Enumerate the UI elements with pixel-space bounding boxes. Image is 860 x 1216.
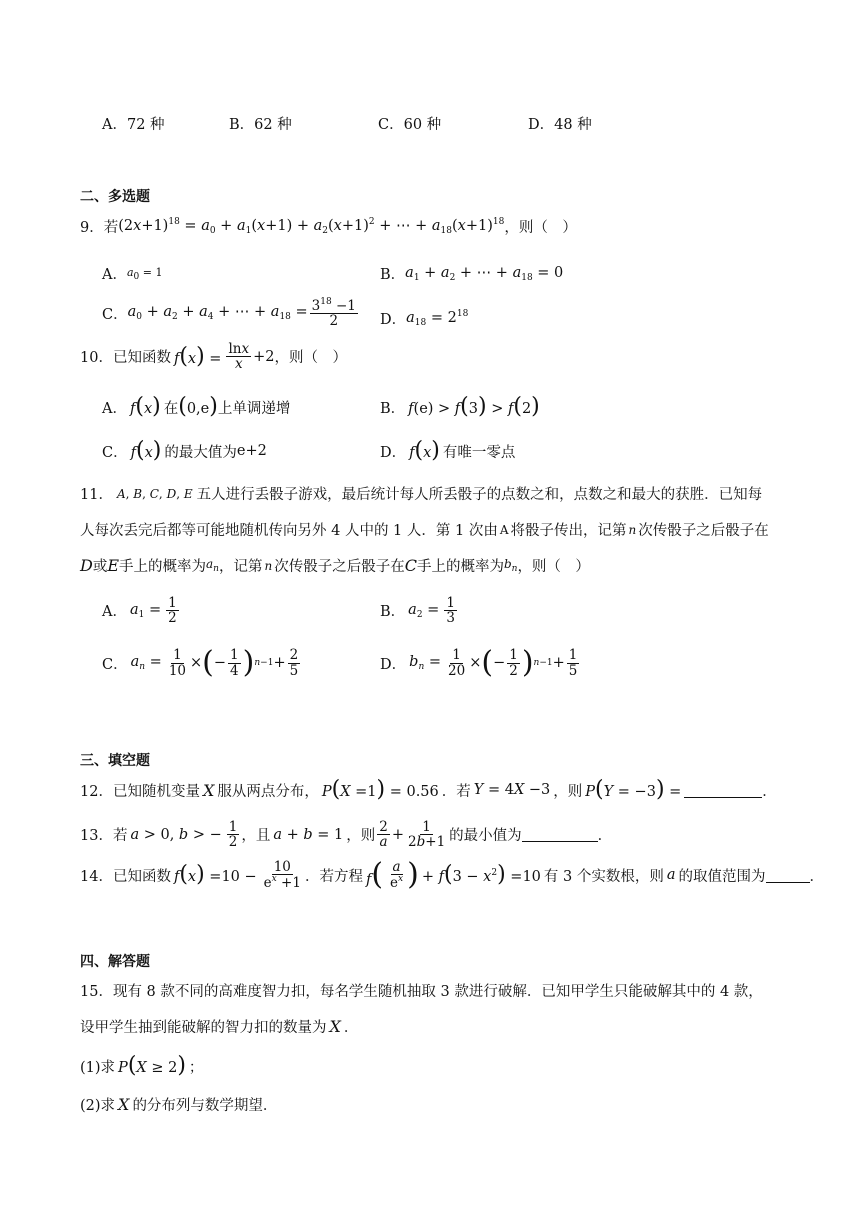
answer-blank-14[interactable] xyxy=(766,868,810,883)
question-11-line-2: 人每次丢完后都等可能地随机传向另外 4 人中的 1 人．第 1 次由 A 将骰子传出，记第 n 次传骰子之后骰子在 xyxy=(80,522,769,539)
q9-option-c: C． $a_0 + a_2 + a_4$ + ⋯ + $a_{18}$ = $\frac{3^{18} -1}{2}$ xyxy=(102,297,356,330)
question-11-line-1: 11． A, B, C, D, E 五人进行丢骰子游戏，最后统计每人所丢骰子的点数之和，点数之和最大的获胜．已知每 xyxy=(80,486,763,503)
q8-option-a: A．72 种 xyxy=(102,117,165,133)
question-15-line-2: 设甲学生抽到能破解的智力扣的数量为 X ． xyxy=(80,1017,359,1036)
question-15-part-2: (2)求 X 的分布列与数学期望． xyxy=(80,1095,278,1114)
question-12: 12． 已知随机变量 X 服从两点分布， P(X =1) = 0.56 ．若 Y = 4X −3 ，则 P(Y = −3) = ． xyxy=(80,777,777,802)
answer-blank-12[interactable] xyxy=(684,783,762,798)
question-15-part-1: (1)求 P(X ≥ 2) ； xyxy=(80,1053,204,1078)
q9-option-a: A． $a_0 = 1$ xyxy=(102,265,163,283)
q9-option-b: B． $a_1 + a_2$ + ⋯ + $a_{18} = 0$ xyxy=(380,264,564,283)
q11-option-d: D． $b_n$ = $\frac{1}{20}$ × ( − $\frac{1}{2}$ ) n−1 + $\frac{1}{5}$ xyxy=(380,645,578,680)
q8-option-d: D．48 种 xyxy=(528,117,592,133)
section-title-solve: 四、解答题 xyxy=(80,954,150,970)
question-14: 14． 已知函数 f(x) =10 − $\frac{10}{e^x +1}$ ．若方程 f( $\frac{a}{e^x}$ ) + $f(3 - x^2) =10$ 有 3 个实数根，则 a 的取值范围为 ． xyxy=(80,857,825,893)
question-10: 10． 已知函数 f(x) = $\frac{\ln x}{x}$ +2 ，则（ ） xyxy=(80,341,347,373)
question-15-line-1: 15．现有 8 款不同的高难度智力扣，每名学生随机抽取 3 款进行破解．已知甲学生只能破解其中的 4 款， xyxy=(80,984,763,1000)
q8-option-c: C．60 种 xyxy=(378,117,442,133)
q10-option-a: A． f(x) 在 (0,e) 上单调递增 xyxy=(102,394,291,419)
section-title-fill: 三、填空题 xyxy=(80,753,150,769)
q8-option-b: B．62 种 xyxy=(229,117,292,133)
q9-option-d: D． $a_{18} = 2^{18}$ xyxy=(380,309,469,328)
question-13: 13． 若 a > 0, b > − $\frac{1}{2}$ ，且 a + b = 1 ，则 $\frac{2}{a}$ + $\frac{1}{2b+1}$ 的最小值为 ． xyxy=(80,819,613,851)
q10-option-d: D． f(x) 有唯一零点 xyxy=(380,438,516,463)
question-11-line-3: D 或 E 手上的概率为 $a_n$ ，记第 n 次传骰子之后骰子在 C 手上的概率为 $b_n$ ，则（ ） xyxy=(80,556,590,575)
section-title-multi: 二、多选题 xyxy=(80,189,150,205)
q11-option-b: B． $a_2$ = $\frac{1}{3}$ xyxy=(380,595,455,627)
q11-option-a: A． $a_1$ = $\frac{1}{2}$ xyxy=(102,595,177,627)
question-9: 9． 若 $(2x+1)^{18} = a_0 + a_1(x+1) + a_2(x+1)^2$ + ⋯ + $a_{18}(x+1)^{18}$ ，则（ ） xyxy=(80,217,577,236)
q10-option-c: C． f(x) 的最大值为 e+2 xyxy=(102,438,267,463)
q10-option-b: B． f(e) > f(3) > f(2) xyxy=(380,394,540,419)
answer-blank-13[interactable] xyxy=(522,827,598,842)
q11-option-c: C． $a_n$ = $\frac{1}{10}$ × ( − $\frac{1}{4}$ ) n−1 + $\frac{2}{5}$ xyxy=(102,645,299,680)
